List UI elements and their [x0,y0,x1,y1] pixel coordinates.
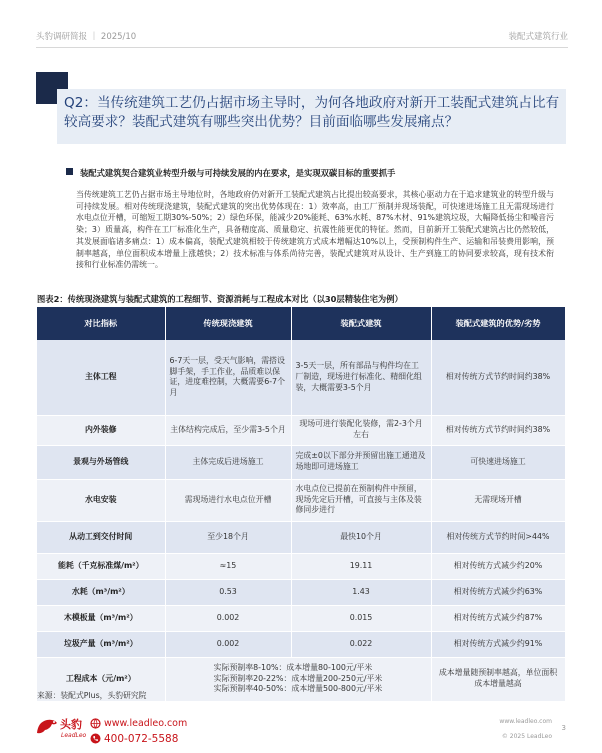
table-cell [291,479,431,521]
table-cell: 0.015 [291,605,431,631]
table-cell [165,657,431,701]
row-label: 景观与外场管线 [37,445,165,479]
footer-website: www.leadleo.com [499,718,552,725]
table-cell: 0.002 [165,631,291,657]
row-label: 主体工程 [37,340,165,415]
table-cell: 至少18个月 [165,521,291,553]
table-cell: 主体完成后进场施工 [165,445,291,479]
table-cell: 相对传统方式节约时间约38% [431,415,565,445]
cell-text: 6-7天一层，受天气影响，需搭设脚手架，手工作业，品质难以保证，进度难控制，大概需要6-7个月 [169,356,285,397]
table-cell: 无需现场开槽 [431,479,565,521]
table-cell [165,340,291,415]
row-label: 能耗（千克标准煤/m²） [37,553,165,579]
table-cell: 主体结构完成后，至少需3-5个月 [165,415,291,445]
row-label: 内外装修 [37,415,165,445]
figure-caption: 图表2：传统现浇建筑与装配式建筑的工程细节、资源消耗与工程成本对比（以30层精装住宅为例） [37,294,403,304]
column-header: 装配式建筑 [291,307,431,340]
brand-subtitle: LeadLeo [61,732,87,739]
table-cell: 0.53 [165,579,291,605]
row-label: 工程成本（元/m²） [37,657,165,701]
column-header: 装配式建筑的优势/劣势 [431,307,565,340]
section-subheading: 装配式建筑契合建筑业转型升级与可持续发展的内在要求，是实现双碳目标的重要抓手 [80,168,396,178]
table-row [37,445,565,479]
phone-number[interactable]: 400-072-5588 [104,733,179,745]
source-note: 来源：装配式Plus，头豹研究院 [37,691,147,700]
table-row [37,340,565,415]
cell-text: 实际预制率8-10%：成本增量80-100元/平米 实际预制率20-22%：成本增量200-250元/平米 实际预制率40-50%：成本增量500-800元/平米 [213,663,383,694]
table-row [37,521,565,553]
globe-icon [90,718,101,729]
body-paragraph: 当传统建筑工艺仍占据市场主导地位时，各地政府仍对新开工装配式建筑占比提出较高要求，其核心驱动力在于追求建筑业的转型升级与可持续发展。相对传统现浇建筑，装配式建筑的突出优势体现在：1）效率高，由工厂预制并现场装配，可快速进场施工且无需现场进行水电点位开槽，可缩短工期30%-50%；2）绿色环保，能减少20%能耗、63%水耗、87%木材、91%建筑垃圾，大幅降低扬尘和噪音污染；3）质量高，构件在工厂标准化生产，具备精度高、质量稳定、抗震性能更优的特征。然而，目前新开工装配式建筑占比仍然较低，其发展面临诸多痛点：1）成本偏高，装配式建筑相较于传统建筑方式成本增幅达10%以上，受预制构件生产、运输和吊装费用影响，预制率越高，单位面积成本增量上涨越快；2）技术标准与体系尚待完善，装配式建筑对从设计、生产到施工的协同要求较高，现有技术衔接和行业标准仍需统一。 [76,190,554,270]
table-row [37,415,565,445]
table-cell: 1.43 [291,579,431,605]
table-cell: 可快速进场施工 [431,445,565,479]
row-label: 从动工到交付时间 [37,521,165,553]
comparison-table [37,307,566,702]
column-header: 对比指标 [37,307,165,340]
header-industry: 装配式建筑行业 [508,32,568,42]
table-cell: 相对传统方式节约时间>44% [431,521,565,553]
website-link[interactable]: www.leadleo.com [104,718,188,729]
table-cell [291,445,431,479]
table-cell: 0.022 [291,631,431,657]
table-cell: 19.11 [291,553,431,579]
table-cell [291,340,431,415]
row-label: 水电安装 [37,479,165,521]
question-title: Q2：当传统建筑工艺仍占据市场主导时，为何各地政府对新开工装配式建筑占比有较高要求？装配式建筑有哪些突出优势？目前面临哪些发展痛点？ [64,95,560,130]
table-cell: ≈15 [165,553,291,579]
footer-copyright: © 2025 LeadLeo [501,733,552,740]
table-row [37,579,565,605]
header-divider [36,47,568,48]
cell-text: 完成±0以下部分并预留出施工通道及场地即可进场施工 [295,451,426,471]
table-cell: 相对传统方式减少约20% [431,553,565,579]
table-cell: 相对传统方式减少约91% [431,631,565,657]
table-row [37,479,565,521]
table-row [37,553,565,579]
table-cell: 相对传统方式减少约87% [431,605,565,631]
table-header-row [37,307,565,340]
table-cell: 现场可进行装配化装修，需2-3个月左右 [291,415,431,445]
brand-name: 头豹 [60,718,82,731]
table-row [37,631,565,657]
table-cell: 最快10个月 [291,521,431,553]
cell-text: 水电点位已提前在预制构件中预留，现场先定后开槽，可直接与主体及装修同步进行 [295,484,422,515]
cell-text: 3-5天一层，所有部品与构件均在工厂制造，现场进行标准化、精细化组装，大概需要3-5个月 [295,361,422,392]
column-header: 传统现浇建筑 [165,307,291,340]
row-label: 水耗（m³/m²） [37,579,165,605]
table-cell: 0.002 [165,605,291,631]
table-cell: 需现场进行水电点位开槽 [165,479,291,521]
phone-icon [90,733,101,744]
table-cell: 相对传统方式减少约63% [431,579,565,605]
table-cell: 成本增量随预制率越高，单位面积成本增量越高 [431,657,565,701]
header-breadcrumb: 头豹调研简报 ｜ 2025/10 [36,32,137,42]
bullet-square-icon [66,168,73,175]
row-label: 木模板量（m³/m²） [37,605,165,631]
row-label: 垃圾产量（m³/m²） [37,631,165,657]
leopard-logo-icon [34,713,60,739]
table-cell: 相对传统方式节约时间约38% [431,340,565,415]
table-row [37,605,565,631]
page-number: 3 [561,724,566,732]
